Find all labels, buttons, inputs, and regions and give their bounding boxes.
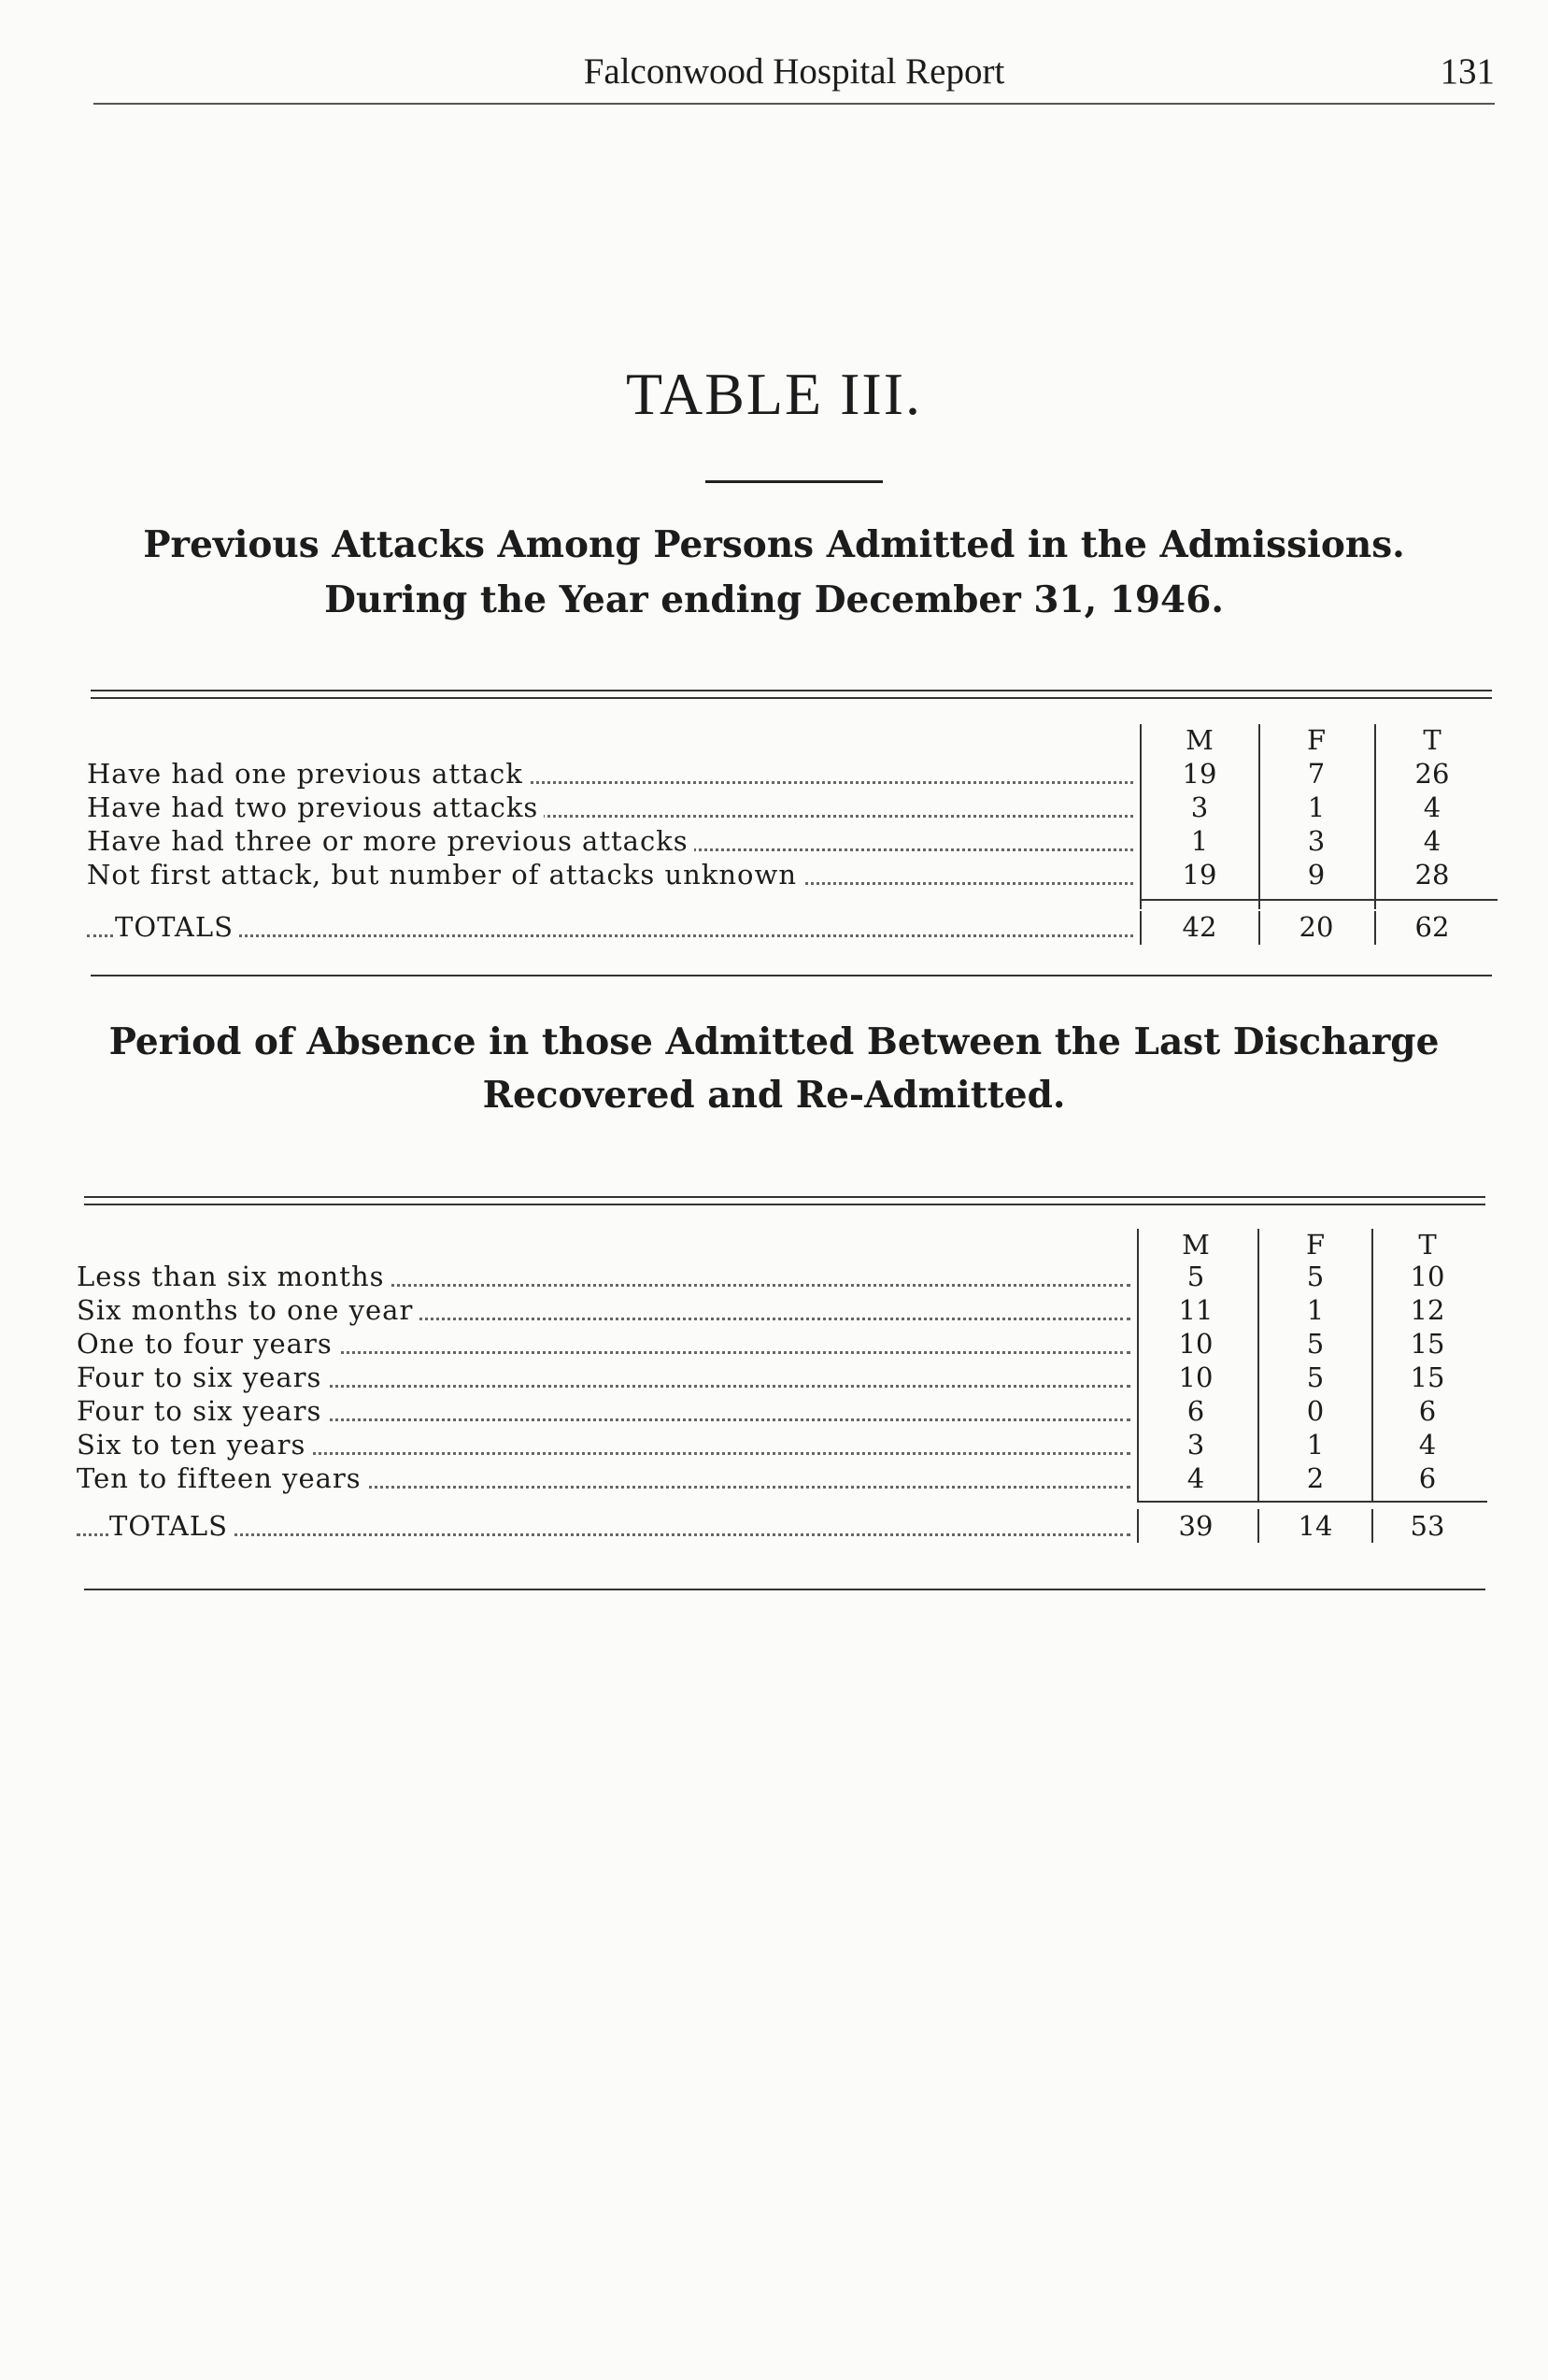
- cell-m: 10: [1178, 1328, 1214, 1360]
- row-label: Less than six months: [77, 1261, 391, 1292]
- row-label: Not first attack, but number of attacks unknown: [87, 859, 802, 891]
- row-label: Ten to fifteen years: [77, 1462, 367, 1494]
- cell-m: 10: [1178, 1361, 1214, 1393]
- cell-m: 5: [1186, 1261, 1205, 1292]
- cell-f: 7: [1307, 758, 1326, 790]
- section2-bottom-rule: [84, 1589, 1485, 1590]
- cell-m: 1: [1190, 825, 1209, 857]
- cell-f: 9: [1307, 859, 1326, 891]
- table-row: [77, 1361, 1487, 1395]
- total-t: 53: [1410, 1510, 1445, 1542]
- row-label: One to four years: [77, 1328, 338, 1360]
- section1-subtitle-line2: During the Year ending December 31, 1946.: [324, 578, 1224, 621]
- page-number: 131: [1440, 51, 1495, 92]
- cell-t: 28: [1414, 859, 1450, 891]
- totals-label: TOTALS: [115, 911, 239, 943]
- totals-row: [87, 911, 1498, 945]
- col-header-f: F: [1305, 1229, 1326, 1261]
- totals-rule: [1137, 1501, 1487, 1503]
- table-row: [77, 1261, 1487, 1294]
- total-m: 39: [1178, 1510, 1214, 1542]
- col-header-m: M: [1182, 1229, 1210, 1261]
- table-row: [87, 859, 1498, 892]
- cell-t: 26: [1414, 758, 1450, 790]
- row-label: Four to six years: [77, 1361, 327, 1393]
- table-row: [77, 1429, 1487, 1462]
- table-title: TABLE III.: [626, 361, 922, 427]
- cell-m: 3: [1186, 1429, 1205, 1461]
- cell-t: 4: [1423, 791, 1441, 823]
- table-row: [77, 1294, 1487, 1328]
- cell-m: 19: [1182, 859, 1217, 891]
- totals-rule: [1140, 899, 1498, 901]
- totals-row: [77, 1510, 1487, 1544]
- col-header-m: M: [1186, 724, 1214, 756]
- section2-subtitle-line1: Period of Absence in those Admitted Between the Last Discharge: [108, 1020, 1440, 1063]
- table-row: [77, 1462, 1487, 1496]
- total-f: 20: [1299, 911, 1334, 943]
- cell-m: 6: [1186, 1395, 1205, 1427]
- col-header-f: F: [1306, 724, 1327, 756]
- cell-f: 3: [1307, 825, 1326, 857]
- section1-table: [87, 724, 1498, 976]
- cell-m: 3: [1190, 791, 1209, 823]
- totals-label: TOTALS: [109, 1510, 234, 1542]
- cell-f: 1: [1306, 1429, 1325, 1461]
- table-row: [87, 791, 1498, 825]
- row-label: Six months to one year: [77, 1294, 419, 1326]
- cell-t: 4: [1418, 1429, 1437, 1461]
- row-label: Four to six years: [77, 1395, 327, 1427]
- cell-t: 10: [1410, 1261, 1445, 1292]
- cell-t: 4: [1423, 825, 1441, 857]
- table-row: [77, 1328, 1487, 1361]
- cell-f: 1: [1307, 791, 1326, 823]
- cell-f: 5: [1306, 1261, 1325, 1292]
- row-label: Have had three or more previous attacks: [87, 825, 694, 857]
- row-label: Have had one previous attack: [87, 758, 529, 790]
- cell-m: 11: [1178, 1294, 1214, 1326]
- section1-top-rule-a: [91, 690, 1492, 691]
- cell-t: 15: [1410, 1361, 1445, 1393]
- section1-bottom-rule: [91, 975, 1492, 976]
- section2-table: [77, 1229, 1487, 1593]
- table-row: [77, 1395, 1487, 1429]
- cell-f: 1: [1306, 1294, 1325, 1326]
- row-label: Have had two previous attacks: [87, 791, 544, 823]
- col-header-t: T: [1423, 724, 1441, 756]
- column-header-row: [87, 724, 1498, 758]
- running-title: Falconwood Hospital Report: [583, 51, 1005, 92]
- cell-t: 6: [1418, 1395, 1437, 1427]
- cell-f: 5: [1306, 1328, 1325, 1360]
- cell-t: 12: [1410, 1294, 1445, 1326]
- table-row: [87, 758, 1498, 791]
- total-m: 42: [1182, 911, 1217, 943]
- cell-m: 19: [1182, 758, 1217, 790]
- cell-f: 5: [1306, 1361, 1325, 1393]
- table-row: [87, 825, 1498, 859]
- col-header-t: T: [1418, 1229, 1437, 1261]
- cell-m: 4: [1186, 1462, 1205, 1494]
- section1-subtitle-line1: Previous Attacks Among Persons Admitted in the Admissions.: [143, 523, 1405, 566]
- page-header: [93, 45, 1495, 105]
- section1-top-rule-b: [91, 697, 1492, 699]
- column-header-row: [77, 1229, 1487, 1262]
- cell-t: 15: [1410, 1328, 1445, 1360]
- row-label: Six to ten years: [77, 1429, 311, 1461]
- total-f: 14: [1298, 1510, 1333, 1542]
- section2-top-rule-a: [84, 1196, 1485, 1198]
- title-rule: [705, 480, 883, 483]
- total-t: 62: [1414, 911, 1450, 943]
- cell-f: 2: [1306, 1462, 1325, 1494]
- section2-subtitle-line2: Recovered and Re-Admitted.: [482, 1074, 1066, 1117]
- section2-top-rule-b: [84, 1204, 1485, 1205]
- cell-f: 0: [1306, 1395, 1325, 1427]
- cell-t: 6: [1418, 1462, 1437, 1494]
